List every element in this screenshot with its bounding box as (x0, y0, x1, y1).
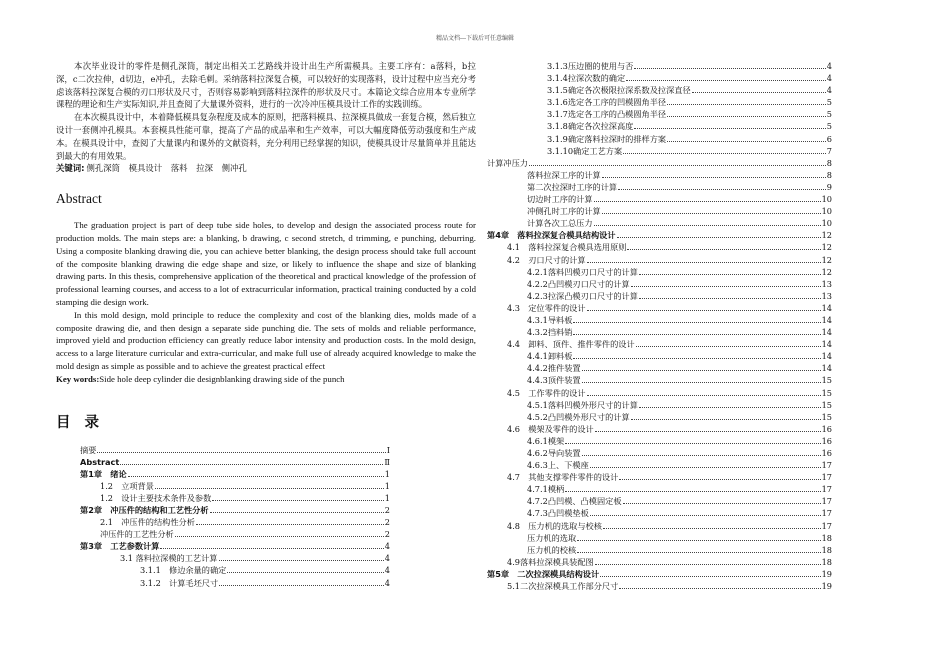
keywords-value-cn: 侧孔深筒 模具设计 落料 拉深 侧冲孔 (86, 163, 247, 174)
toc-leader-dots (582, 375, 821, 383)
toc-leader-dots (573, 327, 820, 335)
toc-entry-title: 计算冲压力 (487, 157, 528, 168)
toc-entry[interactable] (80, 444, 390, 456)
toc-leader-dots (634, 61, 825, 69)
toc-entry[interactable] (487, 532, 832, 544)
toc-entry[interactable] (487, 145, 832, 157)
toc-entry[interactable] (487, 411, 832, 423)
toc-entry-page: 13 (821, 278, 832, 289)
toc-entry-title: 压力机的选取 (527, 532, 577, 543)
toc-entry[interactable] (487, 568, 832, 580)
toc-entry-page: 5 (826, 97, 832, 108)
toc-entry[interactable] (487, 290, 832, 302)
toc-leader-dots (97, 445, 385, 453)
toc-entry-page: 14 (821, 302, 832, 313)
toc-entry-page: 4 (384, 553, 390, 564)
toc-entry-title: 第1章 绪论 (80, 468, 127, 479)
toc-entry-page: 17 (821, 484, 832, 495)
toc-leader-dots (155, 481, 384, 489)
toc-entry-page: Ⅱ (384, 456, 390, 467)
toc-entry[interactable] (487, 193, 832, 205)
toc-leader-dots (212, 493, 384, 501)
toc-entry[interactable] (487, 556, 832, 568)
toc-leader-dots (619, 581, 820, 589)
toc-left-list (80, 444, 390, 589)
toc-entry-title: 4.7 其他支撑零件零件的设计 (507, 472, 619, 483)
toc-entry-page: 18 (821, 532, 832, 543)
toc-leader-dots (617, 230, 821, 238)
left-column (56, 60, 476, 589)
toc-entry-title: 3.1.9确定落料拉深时的排样方案 (547, 133, 667, 144)
toc-entry[interactable] (487, 157, 832, 169)
toc-leader-dots (595, 557, 821, 565)
toc-entry-title: 3.1.4拉深次数的确定 (547, 73, 626, 84)
toc-leader-dots (623, 496, 821, 504)
toc-entry-title: 3.1.3压边圈的使用与否 (547, 61, 634, 71)
toc-entry-page: 15 (821, 387, 832, 398)
toc-entry-title: 4.6.2导向装置 (527, 448, 581, 458)
toc-entry-title: 5.1二次拉深模具工作部分尺寸 (507, 581, 619, 592)
toc-entry-page: 16 (821, 435, 832, 446)
toc-entry-page: 16 (821, 423, 832, 434)
toc-leader-dots (587, 388, 821, 396)
toc-entry-title: 4.5 工作零件的设计 (507, 387, 586, 398)
toc-entry-page: 12 (821, 242, 832, 253)
toc-entry-page: 4 (826, 85, 832, 96)
toc-entry-title: 4.5.1落料凹模外形尺寸的计算 (527, 399, 638, 410)
toc-entry-title: 3.1.7选定各工序的凸模圆角半径 (547, 109, 667, 120)
toc-entry-page: 5 (826, 121, 832, 132)
toc-entry-page: 12 (821, 254, 832, 265)
toc-leader-dots (590, 460, 821, 468)
toc-entry-title: 4.5.2凸凹模外形尺寸的计算 (527, 411, 630, 422)
toc-entry[interactable] (487, 133, 832, 145)
abstract-en-title: Abstract (56, 191, 102, 207)
toc-leader-dots (667, 97, 826, 105)
toc-entry[interactable] (487, 266, 832, 278)
abstract-en-keywords (56, 373, 476, 386)
toc-entry-page: 12 (821, 266, 832, 277)
toc-entry[interactable] (487, 84, 832, 96)
toc-entry-title: 冲侧孔时工序的计算 (527, 206, 601, 217)
toc-entry-page: 18 (821, 544, 832, 555)
toc-entry-title: 4.2.3拉深凸模刃口尺寸的计算 (527, 290, 638, 301)
toc-entry-title: 4.7.2凸凹模、凸模固定板 (527, 496, 622, 507)
toc-entry-title: 4.2.1落料凹模刃口尺寸的计算 (527, 266, 638, 277)
toc-leader-dots (692, 85, 826, 93)
toc-entry-title: 4.7.3凸凹模垫板 (527, 508, 589, 519)
toc-leader-dots (627, 242, 820, 250)
toc-entry-title: 3.1.8确定各次拉深高度 (547, 121, 634, 132)
toc-leader-dots (602, 170, 826, 178)
toc-entry-page: 4 (384, 577, 390, 588)
toc-entry-title: 摘要 (80, 444, 97, 455)
toc-leader-dots (227, 565, 383, 573)
toc-entry[interactable] (487, 229, 832, 241)
keywords-value-en: Side hole deep cylinder die designblanking drawing side of the punch (99, 373, 345, 384)
toc-leader-dots (636, 339, 821, 347)
toc-entry[interactable] (487, 314, 832, 326)
toc-entry[interactable] (487, 338, 832, 350)
toc-entry[interactable] (487, 181, 832, 193)
toc-entry-title: 1.2 设计主要技术条件及参数 (100, 492, 212, 503)
toc-leader-dots (160, 541, 383, 549)
toc-entry-page: 17 (821, 508, 832, 519)
toc-leader-dots (577, 533, 820, 541)
toc-leader-dots (626, 73, 826, 81)
toc-entry-page: 1 (384, 480, 390, 491)
toc-leader-dots (603, 521, 821, 529)
toc-leader-dots (594, 218, 821, 226)
toc-entry-title: 3.1.6选定各工序的凹模圆角半径 (547, 97, 667, 108)
toc-leader-dots (639, 291, 821, 299)
toc-leader-dots (565, 436, 820, 444)
toc-entry-title: 第3章 工艺参数计算 (80, 541, 160, 552)
toc-entry-title: 3.1 落料拉深模的工艺计算 (120, 553, 218, 564)
toc-entry-title: 4.4.3顶件装置 (527, 375, 581, 386)
toc-entry-title: 2.1 冲压件的结构性分析 (100, 517, 195, 528)
toc-entry-page: 1 (384, 468, 390, 479)
toc-leader-dots (631, 412, 821, 420)
abstract-en-paragraph-2: In this mold design, mold principle to reduce the complexity and cost of the blanking dies, molds made of a composite drawing die, and then design a separate side punching die. The sets of molds and reliable performance, improved yield and production efficiency can greatly reduce labor intensity and production costs. In the mold design, access to a large literature curricular and extra-curricular, and make full use of already acquired knowledge to make the mold design as simple as possible and to achieve the greatest practical effect (56, 309, 476, 371)
toc-entry-page: 15 (821, 411, 832, 422)
toc-entry[interactable] (487, 471, 832, 483)
toc-entry-page: 14 (821, 339, 832, 350)
toc-entry-page: 18 (821, 556, 832, 567)
toc-entry[interactable] (487, 302, 832, 314)
toc-entry[interactable] (487, 326, 832, 338)
toc-entry-title: 压力机的校核 (527, 544, 577, 555)
toc-entry-page: 7 (826, 145, 832, 156)
right-column (487, 60, 837, 592)
toc-leader-dots (602, 206, 821, 214)
toc-entry[interactable] (487, 520, 832, 532)
toc-title: 目录 (56, 414, 113, 431)
toc-entry-title: 4.4.1卸料板 (527, 351, 573, 362)
toc-entry[interactable] (487, 495, 832, 507)
toc-entry-title: 第2章 冲压件的结构和工艺性分析 (80, 505, 209, 515)
toc-entry-title: 3.1.10确定工艺方案 (547, 145, 623, 156)
toc-entry[interactable] (487, 120, 832, 132)
toc-leader-dots (618, 182, 826, 190)
toc-leader-dots (175, 529, 384, 537)
toc-entry-page: 17 (821, 496, 832, 507)
keywords-label-en: Key words: (56, 373, 100, 384)
toc-entry[interactable] (487, 435, 832, 447)
toc-leader-dots (210, 505, 384, 513)
toc-entry[interactable] (487, 241, 832, 253)
toc-entry[interactable] (487, 447, 832, 459)
toc-entry-title: 4.4.2推件装置 (527, 363, 581, 374)
toc-leader-dots (619, 472, 820, 480)
toc-leader-dots (639, 267, 821, 275)
toc-entry-page: 10 (821, 206, 832, 217)
toc-entry-title: 计算各次工总压力 (527, 218, 593, 229)
toc-entry[interactable] (487, 387, 832, 399)
toc-entry-page: 15 (821, 375, 832, 386)
toc-entry-title: 1.2 立项背景 (100, 480, 154, 491)
toc-entry-page: 12 (821, 230, 832, 241)
toc-entry[interactable] (487, 362, 832, 374)
toc-entry-title: 4.2.2凸凹模刃口尺寸的计算 (527, 278, 630, 289)
toc-leader-dots (631, 279, 821, 287)
toc-leader-dots (573, 351, 820, 359)
toc-entry[interactable] (80, 456, 390, 468)
toc-entry[interactable] (487, 483, 832, 495)
toc-leader-dots (587, 255, 821, 263)
toc-entry[interactable] (487, 374, 832, 386)
toc-entry-title: 3.1.1 修边余量的确定 (140, 565, 227, 576)
toc-right-list (487, 60, 832, 592)
toc-entry-page: 17 (821, 460, 832, 471)
toc-entry[interactable] (80, 577, 390, 589)
toc-entry[interactable] (487, 205, 832, 217)
toc-leader-dots (667, 109, 826, 117)
toc-entry-title: 第二次拉深时工序的计算 (527, 181, 618, 192)
toc-entry-title: 4.3.1导料板 (527, 314, 573, 325)
toc-leader-dots (120, 457, 383, 465)
toc-entry-title: Abstract (80, 456, 120, 467)
toc-entry[interactable] (487, 60, 832, 72)
toc-entry[interactable] (487, 544, 832, 556)
toc-leader-dots (582, 448, 821, 456)
toc-leader-dots (600, 569, 820, 577)
toc-entry-page: 16 (821, 448, 832, 458)
toc-entry-title: 冲压件的工艺性分析 (100, 529, 174, 540)
toc-entry-page: 1 (384, 492, 390, 503)
toc-leader-dots (573, 315, 820, 323)
toc-entry-page: 9 (826, 181, 832, 192)
toc-entry-page: 6 (826, 133, 832, 144)
abstract-cn-paragraph-1: 本次毕业设计的零件是侧孔深筒，制定出相关工艺路线并设计出生产所需模具。主要工序有：a落料，b拉深，c二次拉伸，d切边，e冲孔，去除毛刺。采纳落料拉深复合模，可以较好的实现落料，设计过程中应当充分考虑该落料拉深复合模的刃口形状及尺寸，否则容易影响到落料拉深件的形状及尺寸。本篇论文综合应用本专业所学课程的理论和生产实际知识,并且查阅了大量课外资料，进行的一次冷冲压模具设计工作的实践训练。 (56, 61, 476, 110)
abstract-cn-paragraph-2: 在本次模具设计中，本着降低模具复杂程度及成本的原则，把落料模具、拉深模具做成一套复合模，然后独立设计一套侧冲孔模具。本套模具性能可靠，提高了产品的成品率和生产效率，可以大幅度降低劳动强度和生产成本。在模具设计中，查阅了大量课内和课外的文献资料，充分利用已经掌握的知识，使模具设计尽量简单并且能达到最大的有用效果。 (56, 112, 476, 161)
toc-entry-title: 4.3.2挡料销 (527, 327, 573, 338)
toc-entry[interactable] (487, 459, 832, 471)
toc-leader-dots (590, 508, 821, 516)
toc-entry-page: 4 (384, 541, 390, 552)
toc-entry[interactable] (80, 552, 390, 564)
toc-entry-title: 第4章 落料拉深复合模具结构设计 (487, 230, 616, 241)
toc-leader-dots (639, 400, 821, 408)
toc-entry[interactable] (487, 217, 832, 229)
toc-entry[interactable] (80, 528, 390, 540)
toc-entry-title: 4.3 定位零件的设计 (507, 302, 586, 313)
toc-entry-page: 17 (821, 520, 832, 531)
toc-entry-page: 2 (384, 505, 390, 515)
toc-leader-dots (667, 134, 826, 142)
toc-leader-dots (594, 194, 821, 202)
toc-entry-page: 17 (821, 472, 832, 483)
toc-entry-title: 4.6.1模架 (527, 435, 565, 446)
toc-entry-title: 4.2 刃口尺寸的计算 (507, 254, 586, 265)
toc-entry-title: 4.6.3上、下模座 (527, 460, 589, 471)
toc-entry-page: 14 (821, 363, 832, 374)
toc-entry-page: 13 (821, 290, 832, 301)
toc-entry-title: 4.9落料拉深模具装配图 (507, 556, 594, 567)
toc-entry[interactable] (80, 540, 390, 552)
toc-entry-title: 4.6 模架及零件的设计 (507, 423, 594, 434)
toc-entry-title: 切边时工序的计算 (527, 194, 593, 205)
toc-entry[interactable] (487, 96, 832, 108)
toc-leader-dots (219, 553, 384, 561)
toc-leader-dots (196, 517, 384, 525)
toc-entry-title: 4.1 落料拉深复合模具选用原则 (507, 242, 627, 253)
toc-entry-page: 19 (821, 581, 832, 592)
toc-entry-page: 4 (826, 73, 832, 84)
toc-entry-title: 4.4 卸料、顶件、推件零件的设计 (507, 339, 635, 350)
toc-entry-page: 8 (826, 157, 832, 168)
toc-entry[interactable] (487, 108, 832, 120)
toc-entry[interactable] (80, 516, 390, 528)
toc-entry-title: 落料拉深工序的计算 (527, 169, 601, 180)
abstract-cn-keywords (56, 162, 476, 175)
toc-leader-dots (623, 146, 826, 154)
toc-entry[interactable] (80, 468, 390, 480)
toc-entry[interactable] (487, 423, 832, 435)
toc-entry-page: 14 (821, 351, 832, 362)
toc-leader-dots (219, 578, 384, 586)
toc-leader-dots (128, 469, 384, 477)
abstract-en-paragraph-1: The graduation project is part of deep tube side holes, to develop and design the associated process route for production molds. The main steps are: a blanking, b drawing, c second stretch, d trimming, e punching, deburring. Using a composite blanking drawing die, you can achieve better blanking, the design process should take full account of the composite blanking drawing die edge shape and size, or likely to influence the shape and size of blanking drawing parts. In this thesis, comprehensive application of the theoretical and practical knowledge of the profession of professional learning courses, and access to a lot of extracurricular information, practical training conducted by a cold stamping die design work. (56, 220, 476, 307)
toc-entry-title: 4.8 压力机的选取与校核 (507, 520, 602, 531)
toc-entry[interactable] (80, 492, 390, 504)
toc-entry-page: 4 (384, 565, 390, 576)
toc-entry[interactable] (487, 278, 832, 290)
toc-entry[interactable] (487, 350, 832, 362)
toc-entry[interactable] (487, 580, 832, 592)
toc-entry[interactable] (487, 399, 832, 411)
toc-entry-title: 3.1.2 计算毛坯尺寸 (140, 577, 219, 588)
toc-leader-dots (577, 545, 820, 553)
toc-entry[interactable] (487, 169, 832, 181)
toc-entry-page: 15 (821, 399, 832, 410)
toc-leader-dots (565, 484, 820, 492)
toc-entry[interactable] (80, 564, 390, 576)
page-header-note: 精品文档---下载后可任意编辑 (435, 35, 515, 42)
toc-entry[interactable] (80, 480, 390, 492)
toc-leader-dots (634, 121, 825, 129)
toc-entry-page: 14 (821, 314, 832, 325)
toc-entry-page: 2 (384, 517, 390, 528)
toc-leader-dots (582, 363, 821, 371)
toc-entry[interactable] (487, 254, 832, 266)
toc-entry-page: Ⅰ (386, 444, 390, 455)
toc-leader-dots (529, 158, 826, 166)
abstract-en-body (56, 219, 476, 385)
toc-entry-page: 2 (384, 529, 390, 540)
toc-entry-page: 8 (826, 169, 832, 180)
toc-entry-page: 5 (826, 109, 832, 120)
toc-leader-dots (587, 303, 821, 311)
toc-entry[interactable] (487, 72, 832, 84)
keywords-label-cn: 关键词: (56, 163, 85, 174)
toc-entry-title: 3.1.5确定各次极限拉深系数及拉深直径 (547, 85, 691, 96)
toc-entry-page: 10 (821, 218, 832, 229)
toc-leader-dots (595, 424, 821, 432)
toc-entry[interactable] (80, 504, 390, 516)
toc-entry-page: 4 (826, 61, 832, 71)
toc-entry-page: 10 (821, 194, 832, 205)
toc-entry-page: 19 (821, 568, 832, 579)
toc-entry[interactable] (487, 507, 832, 519)
toc-entry-page: 14 (821, 327, 832, 338)
toc-entry-title: 第5章 二次拉深模具结构设计 (487, 568, 600, 579)
toc-entry-title: 4.7.1模柄 (527, 484, 565, 495)
